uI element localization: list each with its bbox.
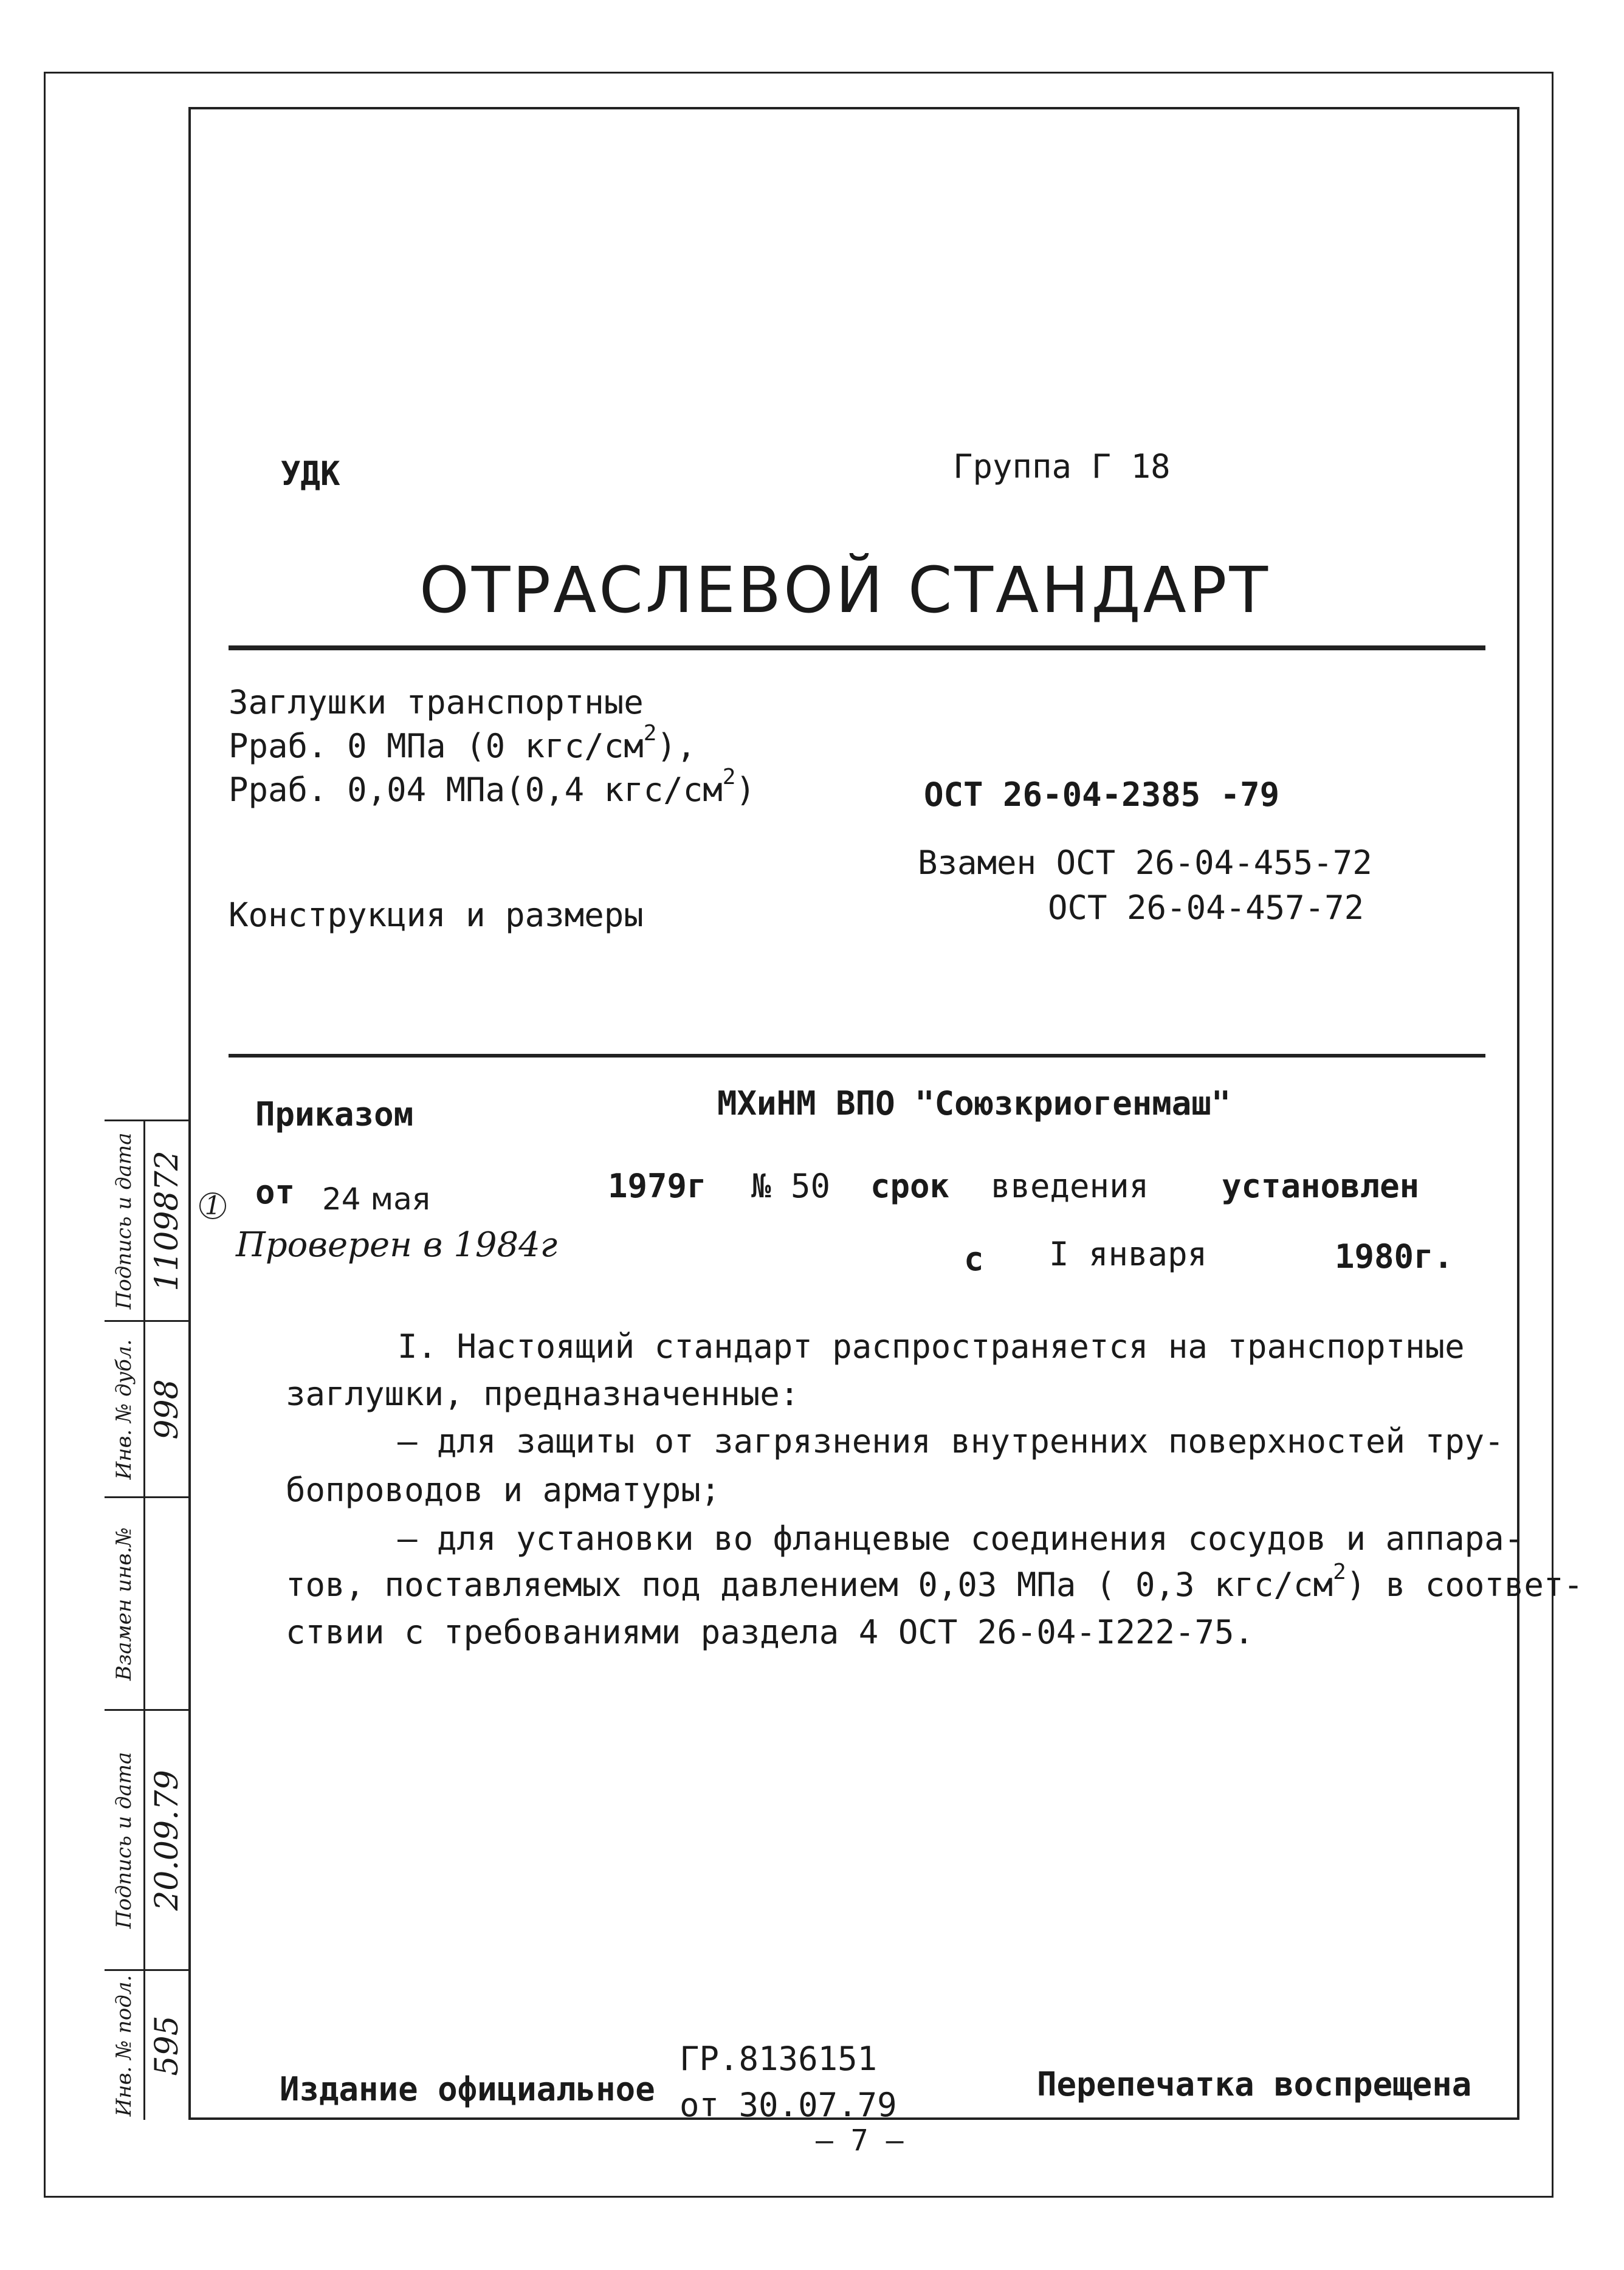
start-year: 1980г. <box>1335 1237 1454 1276</box>
order-number: № 50 <box>751 1167 831 1205</box>
handwritten-check: Проверен в 1984г <box>236 1225 558 1265</box>
sidebar-row <box>105 1709 188 1969</box>
registration-number: ГР.8136151 <box>680 2040 878 2078</box>
body-p1-line2: заглушки, предназначенные: <box>286 1375 800 1413</box>
official-edition: Издание официальное <box>280 2070 655 2108</box>
title-rule <box>229 645 1485 650</box>
order-from: от <box>255 1173 295 1211</box>
subject-line-2: Рраб. 0 МПа (0 кгс/$см^2$), <box>229 721 697 765</box>
body-p2-line2: бопроводов и арматуры; <box>286 1471 721 1509</box>
sidebar-row <box>105 1120 188 1320</box>
body-p3-line3: ствии с требованиями раздела 4 ОСТ 26-04-I222-75. <box>286 1613 1254 1651</box>
sidebar-label: Взамен инв.№ <box>112 1527 136 1680</box>
group-label: Группа Г 18 <box>953 447 1171 486</box>
subject-line-4: Конструкция и размеры <box>229 896 644 934</box>
order-rule <box>229 1054 1485 1058</box>
order-intro: введения <box>991 1167 1149 1205</box>
subject-line-3: Рраб. 0,04 МПа(0,4 кгс/$см^2$) <box>229 765 755 809</box>
order-year: 1979г <box>608 1167 707 1205</box>
sidebar-label: Инв. № дубл. <box>112 1339 136 1479</box>
sidebar-label: Подпись и дата <box>112 1752 136 1928</box>
reprint-prohibited: Перепечатка воспрещена <box>1037 2065 1472 2103</box>
sidebar-row <box>105 1969 188 2120</box>
order-label: Приказом <box>255 1095 414 1133</box>
sidebar-stamp <box>105 1120 188 2120</box>
replaces-1: Взамен ОСТ 26-04-455-72 <box>918 844 1372 882</box>
document-title: ОТРАСЛЕВОЙ СТАНДАРТ <box>419 553 1270 627</box>
subject-line-1: Заглушки транспортные <box>229 683 644 721</box>
body-p3-line1: – для установки во фланцевые соединения сосудов и аппара- <box>397 1519 1524 1558</box>
body-p2-line1: – для защиты от загрязнения внутренних поверхностей тру- <box>397 1422 1504 1460</box>
body-p1-line1: I. Настоящий стандарт распространяется на транспортные <box>397 1327 1465 1366</box>
sidebar-row <box>105 1496 188 1709</box>
sidebar-row <box>105 1320 188 1496</box>
order-term: срок <box>870 1167 950 1205</box>
registration-date: от 30.07.79 <box>680 2086 897 2124</box>
order-date: 24 мая <box>322 1181 430 1217</box>
sidebar-value: 1109872 <box>148 1150 185 1291</box>
sidebar-value: 20.09.79 <box>148 1769 185 1911</box>
replaces-2: ОСТ 26-04-457-72 <box>1048 889 1364 927</box>
page-number: – 7 – <box>816 2124 904 2158</box>
sidebar-value: 595 <box>148 2015 185 2076</box>
start-from: с <box>964 1240 984 1278</box>
body-p3-line2: тов, поставляемых под давлением 0,03 МПа ( 0,3 кгс/$см^2$) в соответ- <box>286 1560 1583 1604</box>
ministry-name: МХиНМ ВПО "Союзкриогенмаш" <box>717 1084 1231 1123</box>
sidebar-label: Инв. № подл. <box>112 1975 136 2116</box>
circle-mark: 1 <box>199 1192 226 1219</box>
order-established: установлен <box>1222 1167 1420 1205</box>
start-date: I января <box>1049 1235 1208 1273</box>
sidebar-value: 998 <box>148 1378 185 1440</box>
udk-label: УДК <box>281 455 340 493</box>
sidebar-label: Подпись и дата <box>112 1132 136 1309</box>
standard-number: ОСТ 26-04-2385 -79 <box>924 776 1280 814</box>
